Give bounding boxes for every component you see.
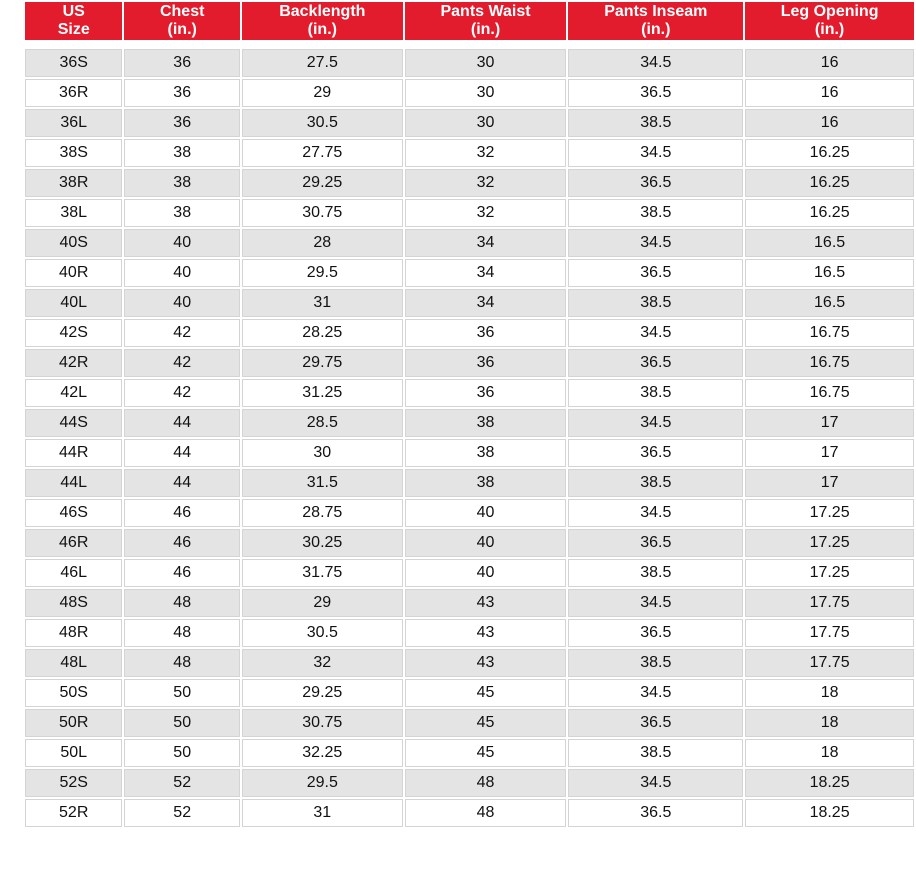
header-line: Leg Opening	[780, 3, 879, 20]
table-row	[25, 619, 914, 647]
cell-pants-inseam: 36.5	[568, 79, 743, 107]
table-row	[25, 679, 914, 707]
cell-us-size: 48S	[25, 589, 122, 617]
cell-pants-waist: 36	[405, 319, 567, 347]
cell-chest: 38	[124, 199, 240, 227]
cell-chest: 38	[124, 169, 240, 197]
cell-pants-inseam: 34.5	[568, 769, 743, 797]
cell-chest: 44	[124, 469, 240, 497]
table-row	[25, 649, 914, 677]
cell-chest: 36	[124, 79, 240, 107]
cell-backlength: 28	[242, 229, 403, 257]
cell-pants-waist: 36	[405, 379, 567, 407]
cell-pants-inseam: 34.5	[568, 589, 743, 617]
table-row	[25, 439, 914, 467]
cell-leg-opening: 17.25	[745, 499, 914, 527]
header-pants-waist	[405, 2, 567, 40]
cell-pants-waist: 32	[405, 139, 567, 167]
cell-us-size: 38S	[25, 139, 122, 167]
cell-backlength: 30.75	[242, 709, 403, 737]
cell-pants-waist: 48	[405, 769, 567, 797]
cell-chest: 50	[124, 679, 240, 707]
cell-leg-opening: 16.25	[745, 169, 914, 197]
cell-backlength: 30.25	[242, 529, 403, 557]
size-chart	[23, 0, 916, 884]
cell-pants-inseam: 36.5	[568, 799, 743, 827]
cell-leg-opening: 17	[745, 409, 914, 437]
table-row	[25, 739, 914, 767]
table-row	[25, 559, 914, 587]
header-backlength	[242, 2, 403, 40]
cell-pants-waist: 40	[405, 499, 567, 527]
table-row	[25, 49, 914, 77]
cell-backlength: 29.25	[242, 679, 403, 707]
cell-pants-waist: 38	[405, 409, 567, 437]
cell-pants-waist: 30	[405, 49, 567, 77]
cell-chest: 48	[124, 589, 240, 617]
cell-pants-waist: 43	[405, 619, 567, 647]
cell-pants-inseam: 38.5	[568, 289, 743, 317]
table-row	[25, 139, 914, 167]
cell-pants-inseam: 36.5	[568, 439, 743, 467]
cell-pants-waist: 38	[405, 439, 567, 467]
cell-leg-opening: 18	[745, 679, 914, 707]
cell-backlength: 29	[242, 79, 403, 107]
table-row	[25, 499, 914, 527]
table-row	[25, 589, 914, 617]
cell-chest: 46	[124, 529, 240, 557]
header-line: (in.)	[814, 21, 845, 38]
cell-pants-inseam: 38.5	[568, 649, 743, 677]
cell-pants-waist: 32	[405, 199, 567, 227]
cell-chest: 52	[124, 769, 240, 797]
cell-backlength: 29	[242, 589, 403, 617]
cell-backlength: 28.5	[242, 409, 403, 437]
cell-leg-opening: 16	[745, 79, 914, 107]
cell-pants-waist: 38	[405, 469, 567, 497]
cell-chest: 52	[124, 799, 240, 827]
cell-pants-inseam: 38.5	[568, 199, 743, 227]
header-leg-opening	[745, 2, 914, 40]
cell-chest: 46	[124, 559, 240, 587]
cell-backlength: 31.75	[242, 559, 403, 587]
cell-us-size: 44S	[25, 409, 122, 437]
cell-chest: 50	[124, 709, 240, 737]
cell-chest: 44	[124, 439, 240, 467]
header-line: US	[62, 3, 85, 20]
cell-pants-waist: 30	[405, 109, 567, 137]
table-row	[25, 109, 914, 137]
cell-chest: 40	[124, 289, 240, 317]
cell-pants-waist: 45	[405, 709, 567, 737]
cell-backlength: 31	[242, 289, 403, 317]
cell-us-size: 52R	[25, 799, 122, 827]
cell-leg-opening: 18.25	[745, 799, 914, 827]
cell-leg-opening: 16.75	[745, 349, 914, 377]
spacer-cell	[25, 42, 914, 47]
cell-backlength: 30.5	[242, 619, 403, 647]
cell-chest: 40	[124, 259, 240, 287]
cell-pants-inseam: 38.5	[568, 379, 743, 407]
cell-chest: 38	[124, 139, 240, 167]
cell-chest: 42	[124, 349, 240, 377]
cell-chest: 42	[124, 319, 240, 347]
cell-pants-waist: 43	[405, 649, 567, 677]
cell-pants-inseam: 34.5	[568, 499, 743, 527]
cell-us-size: 40L	[25, 289, 122, 317]
cell-pants-inseam: 34.5	[568, 139, 743, 167]
cell-us-size: 48L	[25, 649, 122, 677]
cell-leg-opening: 18	[745, 709, 914, 737]
cell-pants-inseam: 38.5	[568, 469, 743, 497]
table-row	[25, 289, 914, 317]
table-row	[25, 469, 914, 497]
cell-pants-waist: 40	[405, 559, 567, 587]
table-row	[25, 409, 914, 437]
cell-chest: 48	[124, 649, 240, 677]
cell-us-size: 44L	[25, 469, 122, 497]
cell-backlength: 30	[242, 439, 403, 467]
cell-backlength: 28.25	[242, 319, 403, 347]
cell-us-size: 50R	[25, 709, 122, 737]
cell-us-size: 36R	[25, 79, 122, 107]
cell-backlength: 29.75	[242, 349, 403, 377]
cell-leg-opening: 17.75	[745, 649, 914, 677]
header-row	[25, 2, 914, 40]
cell-backlength: 31.5	[242, 469, 403, 497]
header-line: (in.)	[167, 21, 197, 38]
cell-backlength: 31.25	[242, 379, 403, 407]
cell-backlength: 29.5	[242, 259, 403, 287]
cell-us-size: 44R	[25, 439, 122, 467]
cell-backlength: 28.75	[242, 499, 403, 527]
cell-chest: 42	[124, 379, 240, 407]
table-row	[25, 769, 914, 797]
cell-us-size: 50S	[25, 679, 122, 707]
table-row	[25, 259, 914, 287]
table-row	[25, 229, 914, 257]
cell-pants-waist: 40	[405, 529, 567, 557]
cell-leg-opening: 17	[745, 439, 914, 467]
cell-us-size: 36L	[25, 109, 122, 137]
cell-leg-opening: 16.5	[745, 259, 914, 287]
cell-us-size: 46R	[25, 529, 122, 557]
table-body	[25, 42, 914, 827]
cell-leg-opening: 17.25	[745, 529, 914, 557]
header-line: Backlength	[279, 3, 366, 20]
cell-backlength: 30.5	[242, 109, 403, 137]
cell-leg-opening: 18.25	[745, 769, 914, 797]
cell-us-size: 38R	[25, 169, 122, 197]
cell-pants-inseam: 36.5	[568, 259, 743, 287]
cell-backlength: 27.75	[242, 139, 403, 167]
table-row	[25, 79, 914, 107]
cell-backlength: 29.5	[242, 769, 403, 797]
table-row	[25, 529, 914, 557]
cell-pants-inseam: 36.5	[568, 349, 743, 377]
cell-pants-waist: 34	[405, 229, 567, 257]
cell-us-size: 52S	[25, 769, 122, 797]
table-row	[25, 349, 914, 377]
cell-chest: 36	[124, 109, 240, 137]
cell-chest: 36	[124, 49, 240, 77]
cell-pants-inseam: 38.5	[568, 559, 743, 587]
cell-leg-opening: 16.75	[745, 319, 914, 347]
cell-chest: 40	[124, 229, 240, 257]
cell-pants-inseam: 36.5	[568, 529, 743, 557]
cell-us-size: 40R	[25, 259, 122, 287]
header-line: (in.)	[641, 21, 671, 38]
cell-chest: 50	[124, 739, 240, 767]
cell-backlength: 32	[242, 649, 403, 677]
cell-leg-opening: 18	[745, 739, 914, 767]
cell-chest: 46	[124, 499, 240, 527]
cell-us-size: 40S	[25, 229, 122, 257]
table-row	[25, 799, 914, 827]
cell-pants-inseam: 34.5	[568, 409, 743, 437]
cell-pants-waist: 32	[405, 169, 567, 197]
cell-us-size: 42R	[25, 349, 122, 377]
cell-us-size: 42L	[25, 379, 122, 407]
cell-backlength: 32.25	[242, 739, 403, 767]
cell-us-size: 48R	[25, 619, 122, 647]
cell-chest: 44	[124, 409, 240, 437]
cell-us-size: 42S	[25, 319, 122, 347]
cell-us-size: 50L	[25, 739, 122, 767]
cell-leg-opening: 16	[745, 49, 914, 77]
header-spacer	[25, 42, 914, 47]
cell-pants-inseam: 38.5	[568, 739, 743, 767]
cell-leg-opening: 17.75	[745, 589, 914, 617]
cell-pants-waist: 34	[405, 289, 567, 317]
cell-us-size: 38L	[25, 199, 122, 227]
cell-us-size: 46L	[25, 559, 122, 587]
cell-leg-opening: 16	[745, 109, 914, 137]
cell-pants-waist: 34	[405, 259, 567, 287]
cell-pants-waist: 43	[405, 589, 567, 617]
header-pants-inseam	[568, 2, 743, 40]
cell-backlength: 30.75	[242, 199, 403, 227]
header-line: Pants Inseam	[604, 3, 708, 20]
cell-leg-opening: 17	[745, 469, 914, 497]
cell-backlength: 31	[242, 799, 403, 827]
cell-backlength: 29.25	[242, 169, 403, 197]
cell-leg-opening: 16.5	[745, 289, 914, 317]
table-row	[25, 379, 914, 407]
header-line: Pants Waist	[440, 3, 531, 20]
cell-leg-opening: 16.25	[745, 139, 914, 167]
cell-pants-waist: 36	[405, 349, 567, 377]
header-line: Size	[57, 21, 90, 38]
header-chest	[124, 2, 240, 40]
cell-pants-inseam: 36.5	[568, 619, 743, 647]
cell-backlength: 27.5	[242, 49, 403, 77]
header-us-size	[25, 2, 122, 40]
cell-pants-inseam: 34.5	[568, 229, 743, 257]
size-chart-table	[23, 0, 916, 829]
cell-us-size: 36S	[25, 49, 122, 77]
table-header	[25, 2, 914, 40]
cell-leg-opening: 17.25	[745, 559, 914, 587]
cell-pants-waist: 45	[405, 739, 567, 767]
cell-pants-inseam: 34.5	[568, 679, 743, 707]
cell-pants-inseam: 38.5	[568, 109, 743, 137]
header-line: Chest	[159, 3, 205, 20]
table-row	[25, 199, 914, 227]
cell-pants-waist: 45	[405, 679, 567, 707]
cell-us-size: 46S	[25, 499, 122, 527]
header-line: (in.)	[307, 21, 337, 38]
cell-pants-inseam: 34.5	[568, 49, 743, 77]
cell-pants-inseam: 36.5	[568, 709, 743, 737]
cell-chest: 48	[124, 619, 240, 647]
header-line: (in.)	[470, 21, 501, 38]
cell-pants-inseam: 34.5	[568, 319, 743, 347]
cell-pants-waist: 48	[405, 799, 567, 827]
cell-leg-opening: 16.5	[745, 229, 914, 257]
table-row	[25, 319, 914, 347]
cell-pants-waist: 30	[405, 79, 567, 107]
cell-leg-opening: 16.75	[745, 379, 914, 407]
table-row	[25, 169, 914, 197]
cell-pants-inseam: 36.5	[568, 169, 743, 197]
table-row	[25, 709, 914, 737]
cell-leg-opening: 16.25	[745, 199, 914, 227]
cell-leg-opening: 17.75	[745, 619, 914, 647]
